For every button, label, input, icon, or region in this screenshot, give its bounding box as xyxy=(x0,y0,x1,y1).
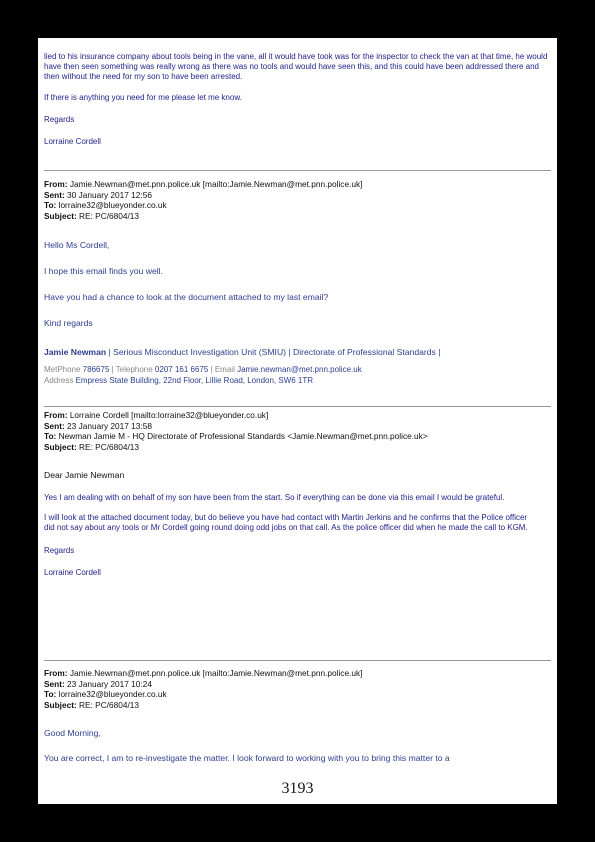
email2-para2-line1: I will look at the attached document today, but do believe you have had contact with Martin Jerkins and he confirms that the Police officer xyxy=(44,513,528,523)
separator xyxy=(44,406,551,407)
email-body-3 xyxy=(44,728,551,764)
email2-para1: Yes I am dealing with on behalf of my son have been from the start. So if everything can be done via this email I would be grateful. xyxy=(44,493,505,502)
email-header-2 xyxy=(44,410,551,452)
subject-label: Subject: xyxy=(44,699,77,710)
intro-paragraph: lied to his insurance company about tools being in the vane, all it would have took was for the inspector to check the van at that time, he would have then seen something was really wrong as there was no tools and would have seen this, and this could have been addressed there and then without the need for my son to have been arrested. xyxy=(44,52,548,82)
sig-email-label: | Email xyxy=(208,365,235,374)
to-value: lorraine32@blueyonder.co.uk xyxy=(56,689,167,700)
email-body-1 xyxy=(44,240,551,329)
email1-greeting: Hello Ms Cordell, xyxy=(44,240,110,250)
from-value: Jamie.Newman@met.pnn.police.uk [mailto:Jamie.Newman@met.pnn.police.uk] xyxy=(67,668,363,678)
subject-label: Subject: xyxy=(44,210,77,221)
to-value: lorraine32@blueyonder.co.uk xyxy=(56,200,167,211)
intro-signature: Lorraine Cordell xyxy=(44,137,101,147)
subject-value: RE: PC/6804/13 xyxy=(76,210,139,221)
intro-block xyxy=(44,52,551,147)
from-value: Lorraine Cordell [mailto:lorraine32@blueyonder.co.uk] xyxy=(67,410,269,420)
email1-closing: Kind regards xyxy=(44,318,93,328)
sig-email: Jamie.newman@met.pnn.police.uk xyxy=(234,365,362,374)
sig-metphone: 786675 xyxy=(80,365,110,374)
intro-regards: Regards xyxy=(44,114,75,124)
page-number: 3193 xyxy=(281,780,314,797)
separator xyxy=(44,170,551,171)
to-value: Newman Jamie M - HQ Directorate of Professional Standards <Jamie.Newman@met.pnn.police.uk> xyxy=(56,431,428,442)
sig-name: Jamie Newman xyxy=(44,347,107,357)
email-body-2 xyxy=(44,470,551,578)
sent-value: 30 January 2017 12:56 xyxy=(64,189,152,200)
sig-tel: 0207 161 6675 xyxy=(152,365,209,374)
intro-offer: If there is anything you need for me please let me know. xyxy=(44,92,242,102)
sig-metphone-label: MetPhone xyxy=(44,365,81,374)
email-header-3 xyxy=(44,668,551,710)
email-header-1 xyxy=(44,179,551,221)
separator xyxy=(44,660,551,661)
from-label: From: xyxy=(44,668,68,678)
sig-address: Empress State Building, 22nd Floor, Lillie Road, London, SW6 1TR xyxy=(73,376,314,386)
email3-greeting: Good Morning, xyxy=(44,728,101,738)
to-label: To: xyxy=(44,689,57,700)
email2-regards: Regards xyxy=(44,545,75,555)
sent-label: Sent: xyxy=(44,189,65,200)
email1-line1: I hope this email finds you well. xyxy=(44,266,163,276)
sig-address-label: Address xyxy=(44,376,74,386)
sent-value: 23 January 2017 13:58 xyxy=(64,420,152,431)
from-label: From: xyxy=(44,179,68,189)
from-label: From: xyxy=(44,410,68,420)
sent-label: Sent: xyxy=(44,420,65,431)
sig-tel-label: | Telephone xyxy=(109,365,153,374)
document-page xyxy=(38,38,557,804)
email3-line1: You are correct, I am to re-investigate the matter. I look forward to working with you to bring this matter to a xyxy=(44,753,450,763)
subject-value: RE: PC/6804/13 xyxy=(76,441,139,452)
email2-greeting: Dear Jamie Newman xyxy=(44,470,125,480)
email2-signature: Lorraine Cordell xyxy=(44,567,101,577)
from-value: Jamie.Newman@met.pnn.police.uk [mailto:Jamie.Newman@met.pnn.police.uk] xyxy=(67,179,363,189)
to-label: To: xyxy=(44,200,57,211)
email1-line2: Have you had a chance to look at the document attached to my last email? xyxy=(44,292,329,302)
subject-label: Subject: xyxy=(44,441,77,452)
to-label: To: xyxy=(44,431,57,442)
subject-value: RE: PC/6804/13 xyxy=(76,699,139,710)
email2-para2-line2: did not say about any tools or Mr Cordell going round doing odd jobs on that call. As the police officer did when he made the call to KGM. xyxy=(44,523,528,533)
email1-signature xyxy=(44,347,551,386)
sent-label: Sent: xyxy=(44,678,65,689)
sig-unit: | Serious Misconduct Investigation Unit (SMIU) | Directorate of Professional Standards | xyxy=(106,347,441,357)
sent-value: 23 January 2017 10:24 xyxy=(64,678,152,689)
